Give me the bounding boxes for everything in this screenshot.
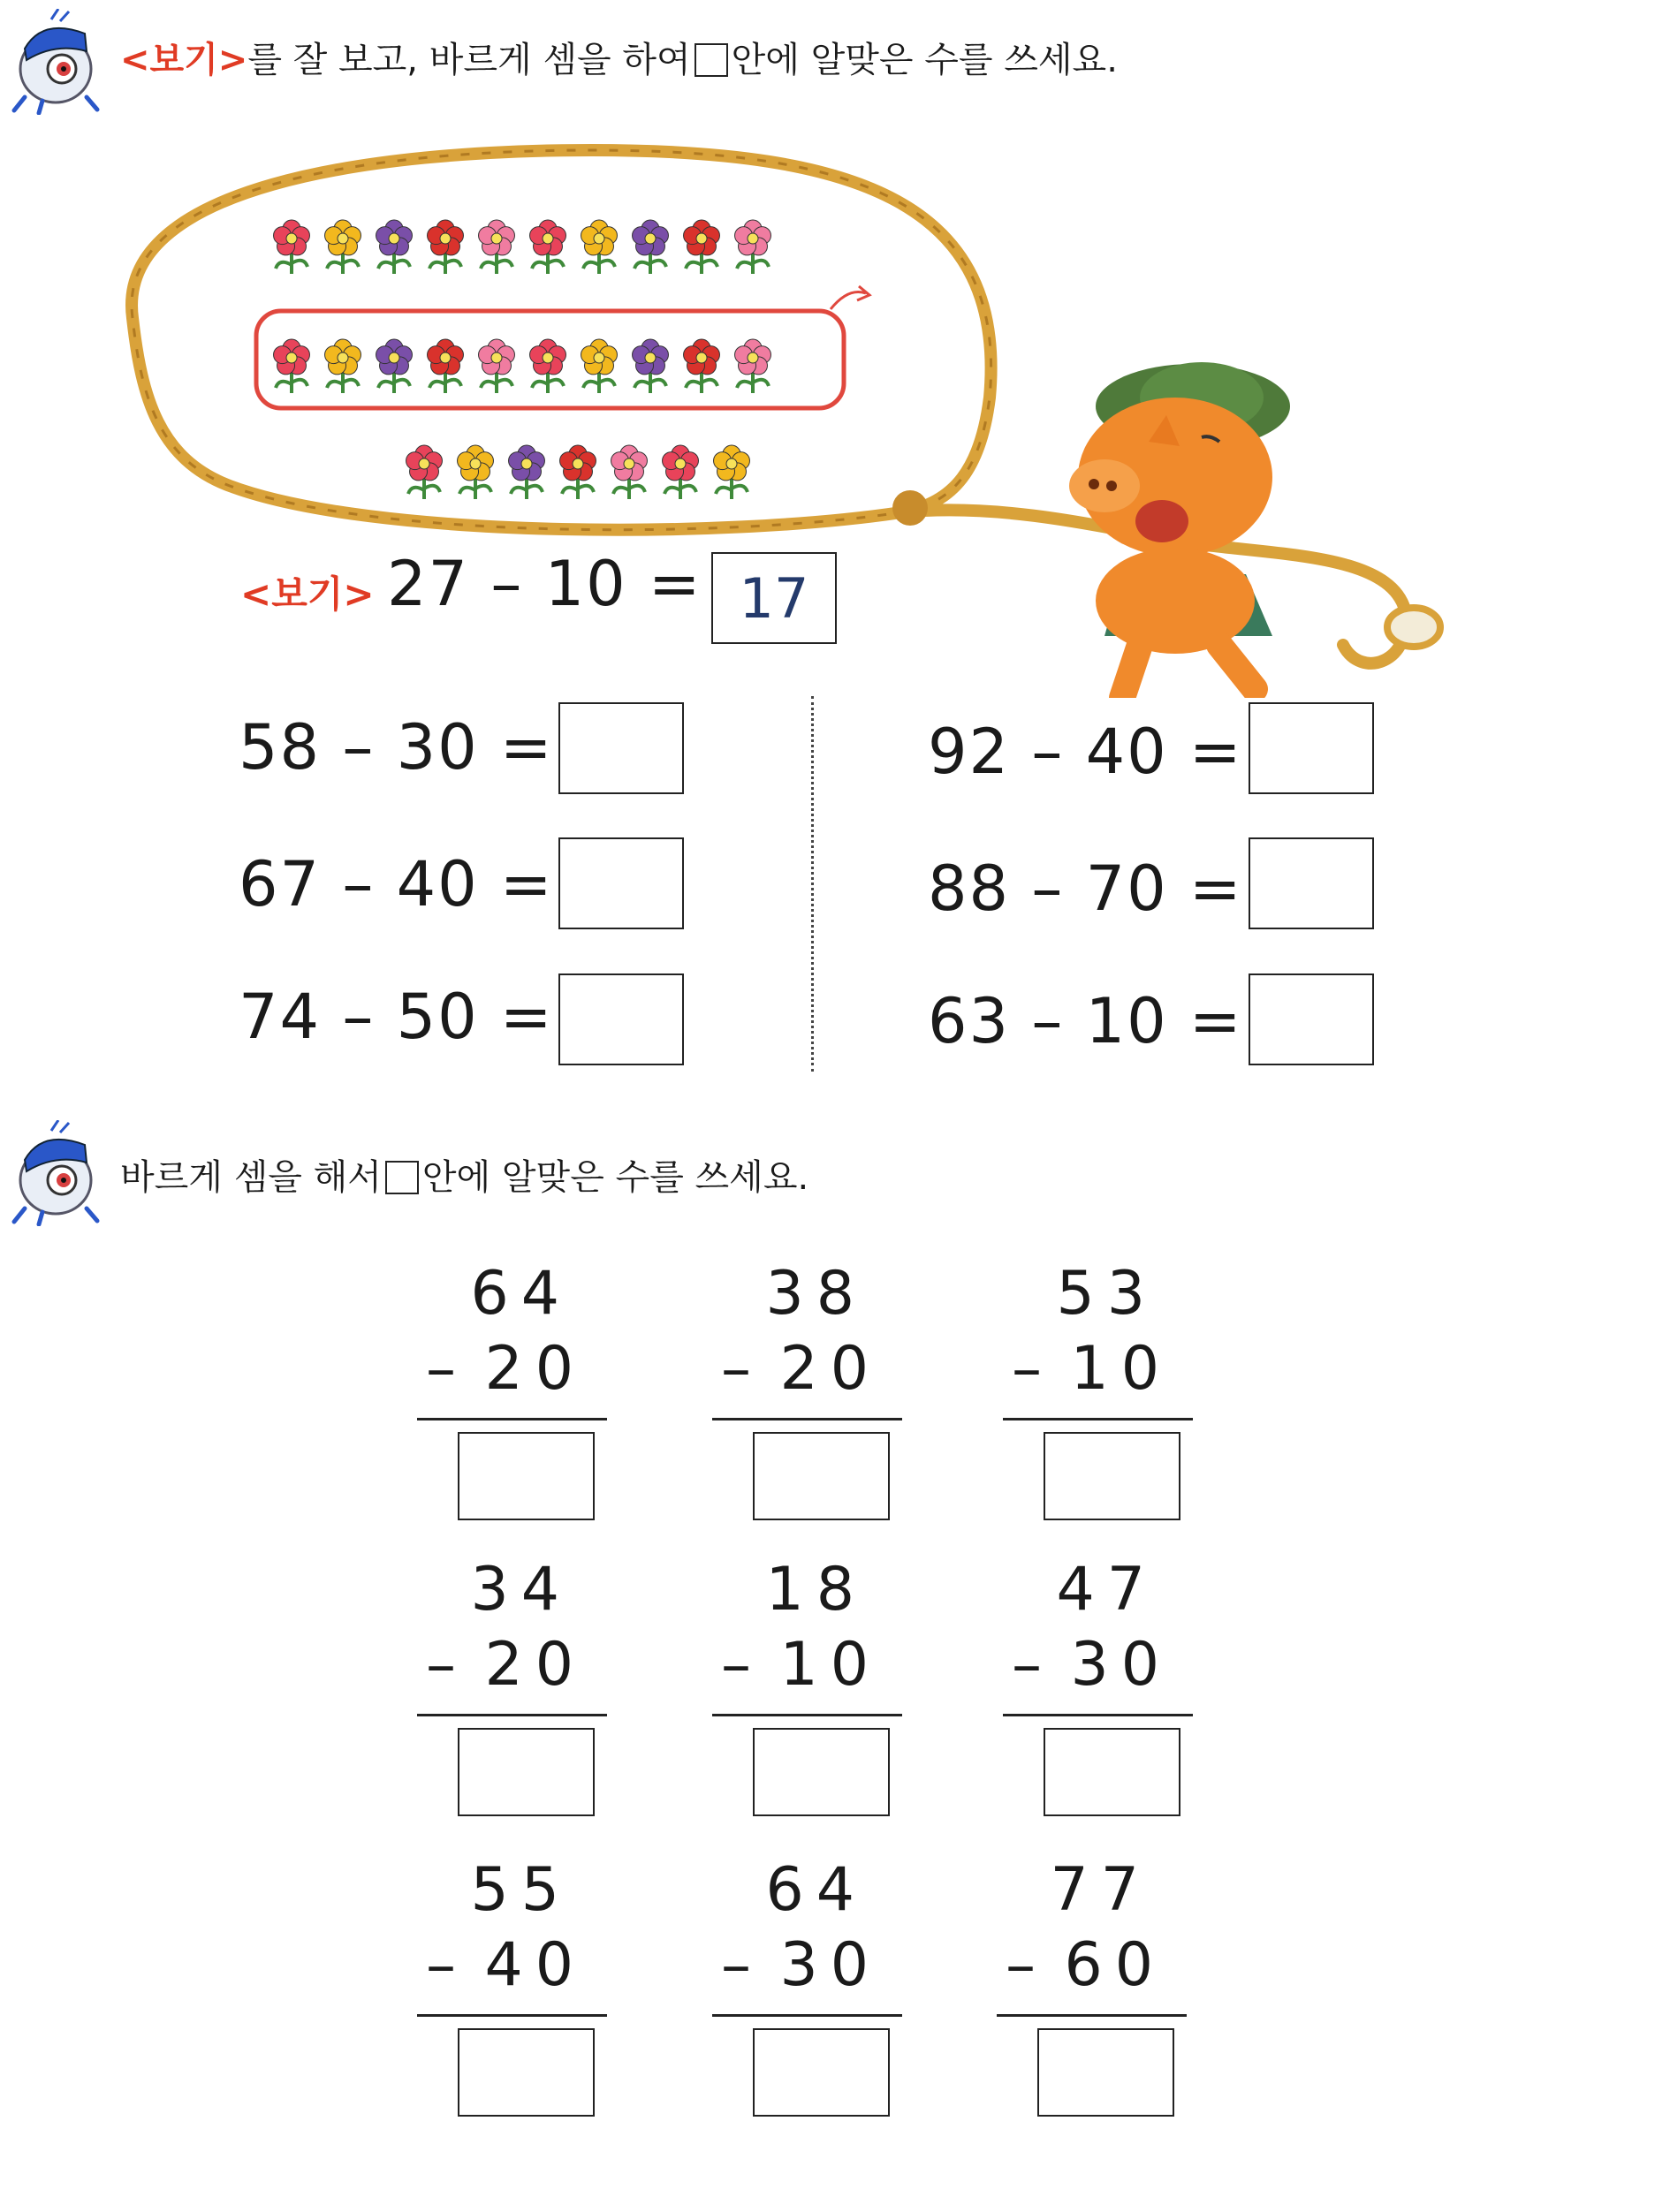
- answer-box[interactable]: [1037, 2028, 1174, 2117]
- flower-icon: [684, 220, 720, 274]
- instruction-text-b: 안에 알맞은 수를 쓰세요.: [731, 40, 1118, 80]
- answer-box[interactable]: [753, 1432, 890, 1520]
- flower-icon: [376, 220, 413, 274]
- mascot-icon: [7, 1120, 104, 1226]
- instruction-text-a: 바르게 셈을 해서: [120, 1157, 382, 1198]
- minuend: 34: [470, 1555, 572, 1625]
- sum-line: [417, 1714, 607, 1716]
- flower-icon: [735, 220, 771, 274]
- vertical-problem: [712, 1259, 902, 1577]
- subtrahend: 10: [779, 1630, 881, 1700]
- mascot-icon: [7, 9, 104, 115]
- flower-icon: [274, 220, 310, 274]
- answer-box[interactable]: [753, 2028, 890, 2117]
- subtrahend: 20: [779, 1334, 881, 1404]
- answer-box[interactable]: [558, 702, 684, 794]
- instruction-text-b: 안에 알맞은 수를 쓰세요.: [421, 1157, 809, 1198]
- example-answer: 17: [739, 565, 809, 631]
- flower-icon: [633, 220, 669, 274]
- problem-expression: 88 – 70 =: [928, 852, 1243, 925]
- problem-expression: 63 – 10 =: [928, 985, 1243, 1057]
- flower-icon: [406, 445, 443, 499]
- flower-icon: [376, 339, 413, 393]
- answer-box-icon: [385, 1161, 419, 1194]
- problem-expression: 67 – 40 =: [239, 848, 554, 920]
- sum-line: [997, 2014, 1187, 2017]
- subtrahend: 30: [1070, 1630, 1172, 1700]
- flower-icon: [479, 339, 515, 393]
- minus-sign: –: [426, 1334, 468, 1404]
- minuend: 64: [470, 1259, 572, 1329]
- minus-sign: –: [721, 1630, 763, 1700]
- answer-box[interactable]: [558, 837, 684, 929]
- sum-line: [712, 1418, 902, 1420]
- minus-sign: –: [1012, 1630, 1054, 1700]
- vertical-problem: [417, 1855, 607, 2173]
- flower-icon: [530, 339, 566, 393]
- flower-icon: [530, 220, 566, 274]
- flower-icon: [560, 445, 596, 499]
- sum-line: [1003, 1714, 1193, 1716]
- example-answer-box: [711, 552, 837, 644]
- answer-box[interactable]: [1044, 1728, 1180, 1816]
- flower-icon: [684, 339, 720, 393]
- answer-box[interactable]: [1249, 837, 1374, 929]
- subtrahend: 30: [779, 1930, 881, 2000]
- answer-box[interactable]: [458, 2028, 595, 2117]
- flower-icon: [735, 339, 771, 393]
- flower-icon: [663, 445, 699, 499]
- subtrahend: 40: [484, 1930, 586, 2000]
- flower-icon: [509, 445, 545, 499]
- answer-box[interactable]: [458, 1432, 595, 1520]
- subtrahend: 60: [1064, 1930, 1165, 2000]
- subtrahend: 10: [1070, 1334, 1172, 1404]
- flower-icon: [581, 220, 618, 274]
- column-divider: [811, 696, 814, 1072]
- vertical-problem: [417, 1259, 607, 1577]
- minuend: 47: [1056, 1555, 1158, 1625]
- flower-icon: [479, 220, 515, 274]
- answer-box[interactable]: [1044, 1432, 1180, 1520]
- problem-expression: 92 – 40 =: [928, 716, 1243, 788]
- sum-line: [712, 1714, 902, 1716]
- minus-sign: –: [426, 1630, 468, 1700]
- vertical-problem: [712, 1555, 902, 1873]
- problem-expression: 58 – 30 =: [239, 711, 554, 784]
- flower-icon: [581, 339, 618, 393]
- flower-icon: [714, 445, 750, 499]
- vertical-problem: [417, 1555, 607, 1873]
- flower-icon: [428, 339, 464, 393]
- vertical-problem: [997, 1855, 1187, 2173]
- sum-line: [1003, 1418, 1193, 1420]
- example-tag: <보기>: [120, 40, 248, 80]
- minuend: 53: [1056, 1259, 1158, 1329]
- section1-instruction: [120, 34, 1118, 87]
- flower-icon: [325, 339, 361, 393]
- minuend: 64: [765, 1855, 867, 1925]
- minuend: 55: [470, 1855, 572, 1925]
- example-label: <보기>: [240, 572, 375, 616]
- vertical-problem: [1003, 1259, 1193, 1577]
- minuend: 38: [765, 1259, 867, 1329]
- flower-icon: [325, 220, 361, 274]
- minuend: 18: [765, 1555, 867, 1625]
- flower-icon: [274, 339, 310, 393]
- minus-sign: –: [426, 1930, 468, 2000]
- problem-expression: 74 – 50 =: [239, 981, 554, 1053]
- section2-instruction: [120, 1151, 808, 1204]
- answer-box[interactable]: [558, 973, 684, 1065]
- sum-line: [712, 2014, 902, 2017]
- example-expression: 27 – 10 =: [387, 548, 702, 620]
- answer-box[interactable]: [1249, 973, 1374, 1065]
- flower-group: [274, 220, 771, 499]
- flower-icon: [458, 445, 494, 499]
- flower-icon: [633, 339, 669, 393]
- minuend: 77: [1050, 1855, 1151, 1925]
- sum-line: [417, 2014, 607, 2017]
- lasso-rope: [132, 150, 991, 530]
- answer-box[interactable]: [1249, 702, 1374, 794]
- minus-sign: –: [1012, 1334, 1054, 1404]
- flower-icon: [611, 445, 648, 499]
- minus-sign: –: [1006, 1930, 1048, 2000]
- flower-icon: [428, 220, 464, 274]
- minus-sign: –: [721, 1334, 763, 1404]
- minus-sign: –: [721, 1930, 763, 2000]
- instruction-text-a: 를 잘 보고, 바르게 셈을 하여: [247, 40, 691, 80]
- answer-box[interactable]: [753, 1728, 890, 1816]
- subtrahend: 20: [484, 1630, 586, 1700]
- subtrahend: 20: [484, 1334, 586, 1404]
- vertical-problem: [712, 1855, 902, 2173]
- answer-box[interactable]: [458, 1728, 595, 1816]
- answer-box-icon: [695, 43, 728, 77]
- vertical-problem: [1003, 1555, 1193, 1873]
- sum-line: [417, 1418, 607, 1420]
